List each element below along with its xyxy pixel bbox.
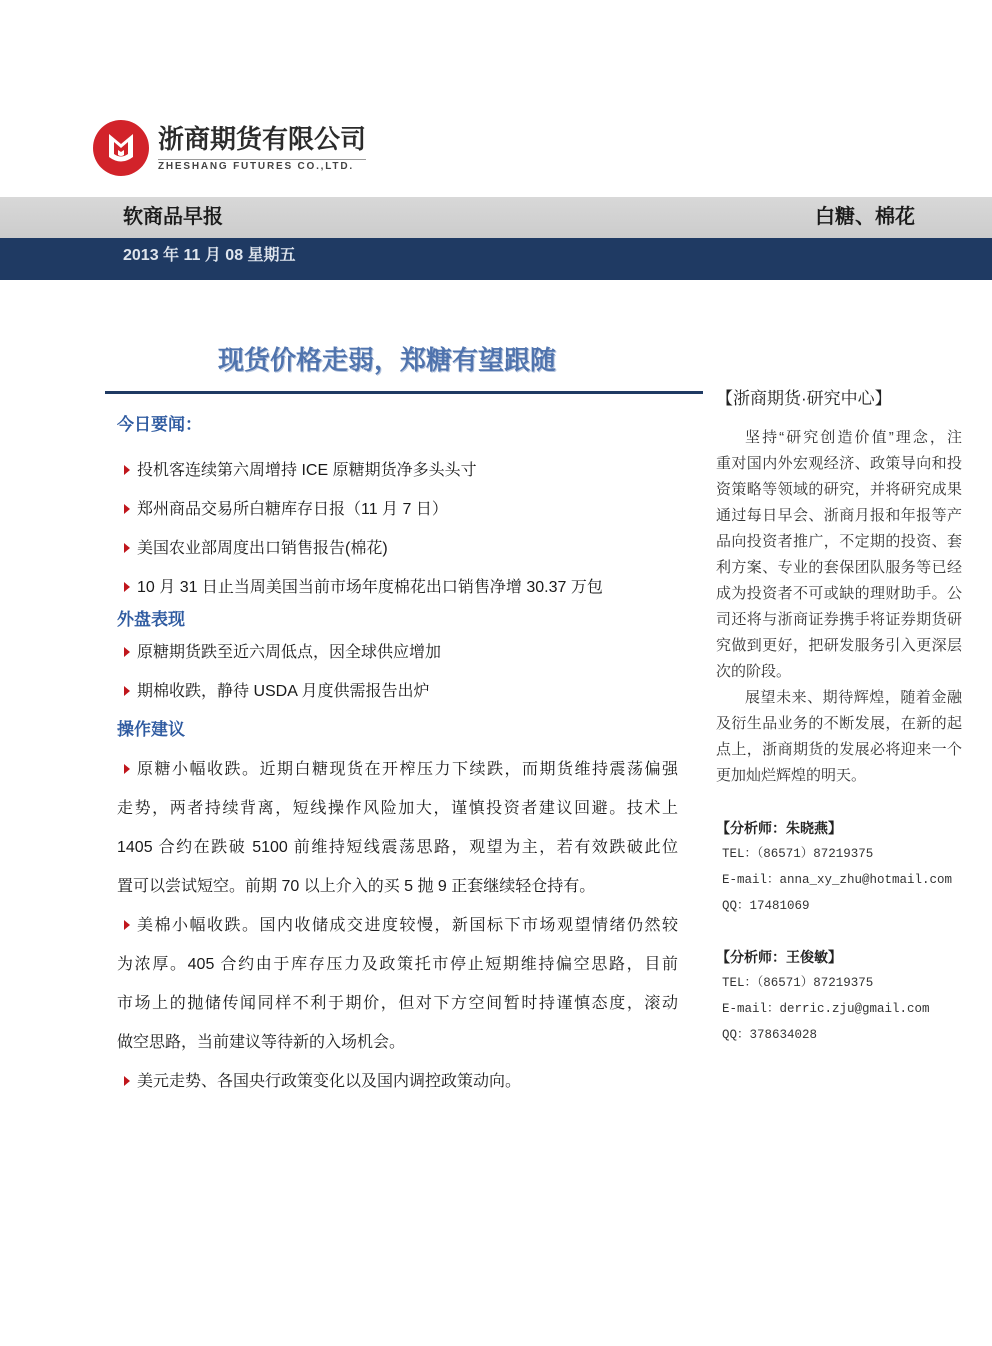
- overseas-item: [117, 633, 678, 672]
- analyst-tel: TEL：（86571）87219375: [722, 976, 874, 990]
- news-item-text: 郑州商品交易所白糖库存日报（11 月 7 日）: [137, 501, 448, 518]
- red-triangle-bullet-icon: [124, 465, 130, 475]
- analyst-email: E-mail：anna_xy_zhu@hotmail.com: [722, 873, 953, 887]
- intro-line: 成为投资者不可或缺的理财助手。公: [716, 585, 962, 602]
- analyst-name: 【分析师：王俊敏】: [716, 949, 842, 965]
- paragraph-line: 1405 合约在跌破 5100 前维持短线震荡思路，观望为主，若有效跌破此位: [117, 839, 678, 856]
- intro-line: 展望未来、期待辉煌，随着金融: [745, 689, 962, 706]
- news-item: [117, 568, 678, 607]
- report-date: 2013 年 11 月 08 星期五: [123, 247, 296, 264]
- intro-line: 司还将与浙商证券携手将证券期货研: [716, 611, 962, 628]
- red-triangle-bullet-icon: [124, 647, 130, 657]
- analyst-tel: TEL：（86571）87219375: [722, 847, 874, 861]
- analyst-qq: QQ：17481069: [722, 899, 810, 913]
- red-triangle-bullet-icon: [124, 686, 130, 696]
- research-center-title: 【浙商期货·研究中心】: [716, 389, 892, 408]
- intro-line: 究做到更好，把研发服务引入更深层: [716, 637, 962, 654]
- news-item-text: 投机客连续第六周增持 ICE 原糖期货净多头头寸: [137, 462, 477, 479]
- paragraph-line: [117, 750, 678, 789]
- news-item: [117, 529, 678, 568]
- date-band: [0, 238, 992, 280]
- analyst-name: 【分析师：朱晓燕】: [716, 820, 842, 836]
- news-item-text: 10 月 31 日止当周美国当前市场年度棉花出口销售净增 30.37 万包: [137, 579, 603, 596]
- intro-line: 及衍生品业务的不断发展，在新的起: [716, 715, 962, 732]
- intro-line: 通过每日早会、浙商月报和年报等产: [716, 507, 962, 524]
- red-triangle-bullet-icon: [124, 920, 130, 930]
- overseas-item-text: 期棉收跌，静待 USDA 月度供需报告出炉: [137, 683, 430, 700]
- overseas-list: [117, 633, 678, 711]
- company-name-en: ZHESHANG FUTURES CO.,LTD.: [158, 161, 354, 172]
- overseas-item-text: 原糖期货跌至近六周低点，因全球供应增加: [137, 644, 442, 661]
- zheshang-logo-icon: [92, 119, 150, 177]
- advice-heading: 操作建议: [117, 720, 185, 739]
- news-list: [117, 451, 678, 607]
- overseas-item: [117, 672, 678, 711]
- intro-line: 资策略等领域的研究，并将研究成果: [716, 481, 962, 498]
- intro-line: 点上，浙商期货的发展必将迎来一个: [716, 741, 962, 758]
- paragraph-line: 置可以尝试短空。前期 70 以上介入的买 5 抛 9 正套继续轻仓持有。: [117, 878, 596, 895]
- analyst-card: [716, 815, 976, 919]
- report-type: 软商品早报: [123, 206, 223, 228]
- analyst-qq: QQ：378634028: [722, 1028, 818, 1042]
- paragraph-line: [117, 906, 678, 945]
- advice-body: [117, 750, 678, 1101]
- intro-line: 重对国内外宏观经济、政策导向和投: [716, 455, 962, 472]
- paragraph-line: 市场上的抛储传闻同样不利于期价，但对下方空间暂时持谨慎态度，滚动: [117, 995, 678, 1012]
- news-heading: 今日要闻：: [117, 415, 202, 434]
- red-triangle-bullet-icon: [124, 764, 130, 774]
- analyst-email: E-mail：derric.zju@gmail.com: [722, 1002, 930, 1016]
- analyst-card: [716, 944, 976, 1048]
- report-title: 现货价格走弱，郑糖有望跟随: [218, 345, 557, 375]
- intro-line: 品向投资者推广，不定期的投资、套: [716, 533, 962, 550]
- commodities-label: 白糖、棉花: [815, 206, 915, 228]
- overseas-heading: 外盘表现: [117, 610, 185, 629]
- company-name-divider: [158, 159, 366, 160]
- title-divider: [105, 391, 703, 394]
- news-item-text: 美国农业部周度出口销售报告(棉花): [137, 540, 388, 557]
- news-item: [117, 490, 678, 529]
- intro-line: 坚持“研究创造价值”理念，注: [745, 429, 962, 446]
- paragraph-line: 走势，两者持续背离，短线操作风险加大，谨慎投资者建议回避。技术上: [117, 800, 678, 817]
- intro-line: 更加灿烂辉煌的明天。: [716, 767, 867, 784]
- red-triangle-bullet-icon: [124, 504, 130, 514]
- red-triangle-bullet-icon: [124, 582, 130, 592]
- paragraph-line: 为浓厚。405 合约由于库存压力及政策托市停止短期维持偏空思路，目前: [117, 956, 678, 973]
- advice-paragraph-cotton: [117, 906, 678, 1062]
- advice-paragraph-sugar: [117, 750, 678, 906]
- report-type-band: [0, 197, 992, 238]
- company-name-cn: 浙商期货有限公司: [158, 124, 367, 154]
- news-item: [117, 451, 678, 490]
- paragraph-line-text: 美元走势、各国央行政策变化以及国内调控政策动向。: [137, 1073, 522, 1090]
- intro-line: 次的阶段。: [716, 663, 792, 680]
- advice-paragraph-risks: [117, 1062, 678, 1101]
- intro-line: 利方案、专业的套保团队服务等已经: [716, 559, 962, 576]
- paragraph-line-text: 美棉小幅收跌。国内收储成交进度较慢，新国标下市场观望情绪仍然较: [137, 917, 678, 934]
- paragraph-line: 做空思路，当前建议等待新的入场机会。: [117, 1034, 406, 1051]
- red-triangle-bullet-icon: [124, 1076, 130, 1086]
- research-center-intro: [716, 425, 962, 789]
- paragraph-line: [117, 1062, 678, 1101]
- red-triangle-bullet-icon: [124, 543, 130, 553]
- paragraph-line-text: 原糖小幅收跌。近期白糖现货在开榨压力下续跌，而期货维持震荡偏强: [137, 761, 678, 778]
